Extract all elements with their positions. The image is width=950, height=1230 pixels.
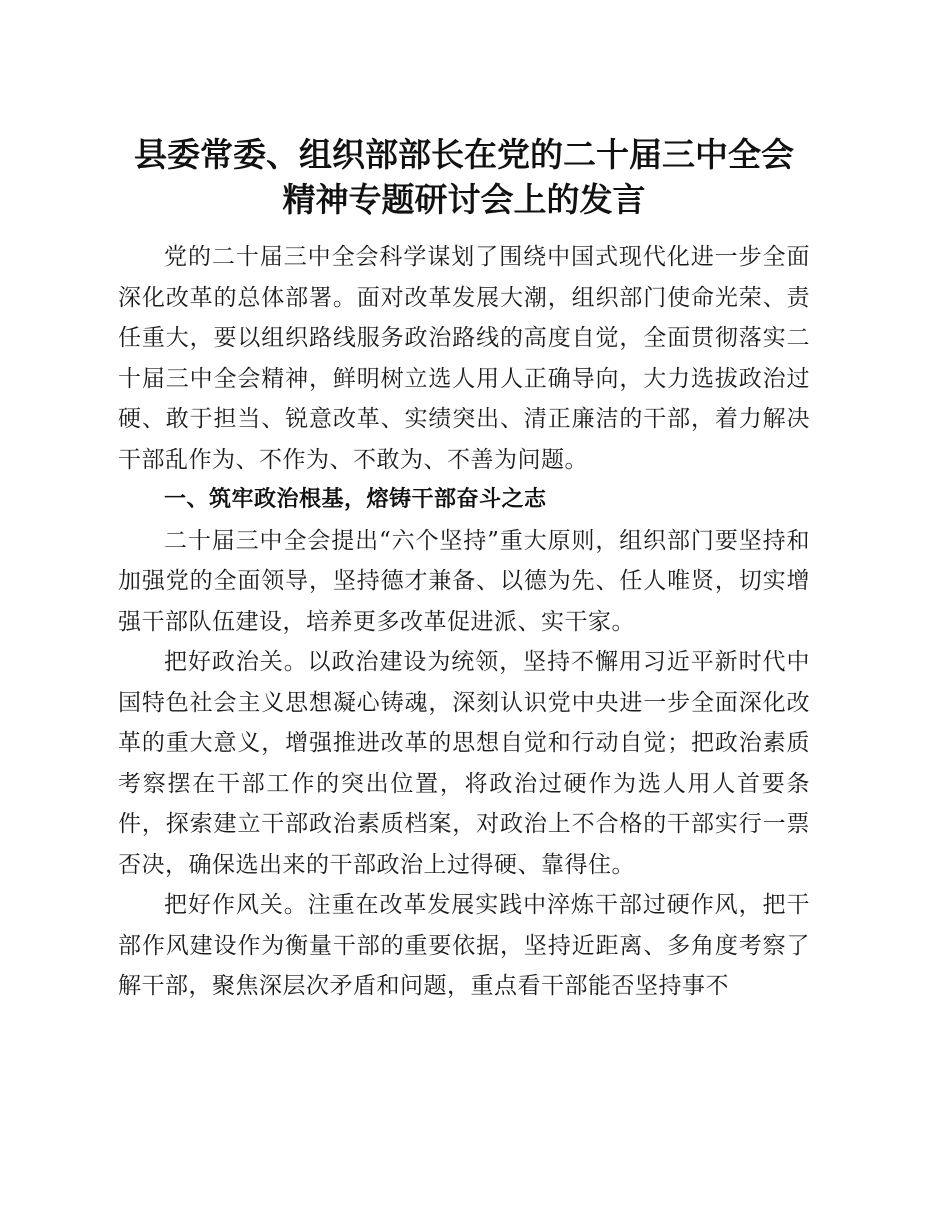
work-style-check-paragraph: 把好作风关。注重在改革发展实践中淬炼干部过硬作风，把干部作风建设作为衡量干部的重要依据，坚持近距离、多角度考察了解干部，聚焦深层次矛盾和问题，重点看干部能否坚持事不: [118, 892, 810, 999]
section-heading-1: 一、筑牢政治根基，熔铸干部奋斗之志: [164, 487, 547, 512]
title-line-1: 县委常委、组织部部长在党的二十届三中全会: [134, 135, 794, 174]
document-title: [118, 132, 810, 222]
document-body: [118, 237, 810, 1007]
document-page: [118, 132, 810, 1007]
title-line-2: 精神专题研讨会上的发言: [282, 180, 646, 219]
political-check-paragraph: 把好政治关。以政治建设为统领，坚持不懈用习近平新时代中国特色社会主义思想凝心铸魂，深刻认识党中央进一步全面深化改革的重大意义，增强推进改革的思想自觉和行动自觉；把政治素质考察摆在干部工作的突出位置，将政治过硬作为选人用人首要条件，探索建立干部政治素质档案，对政治上不合格的干部实行一票否决，确保选出来的干部政治上过得硬、靠得住。: [118, 649, 810, 878]
intro-paragraph: 党的二十届三中全会科学谋划了围绕中国式现代化进一步全面深化改革的总体部署。面对改革发展大潮，组织部门使命光荣、责任重大，要以组织路线服务政治路线的高度自觉，全面贯彻落实二十届三中全会精神，鲜明树立选人用人正确导向，大力选拔政治过硬、敢于担当、锐意改革、实绩突出、清正廉洁的干部，着力解决干部乱作为、不作为、不敢为、不善为问题。: [118, 244, 810, 473]
section-1-paragraph: 二十届三中全会提出“六个坚持”重大原则，组织部门要坚持和加强党的全面领导，坚持德才兼备、以德为先、任人唯贤，切实增强干部队伍建设，培养更多改革促进派、实干家。: [118, 527, 810, 635]
